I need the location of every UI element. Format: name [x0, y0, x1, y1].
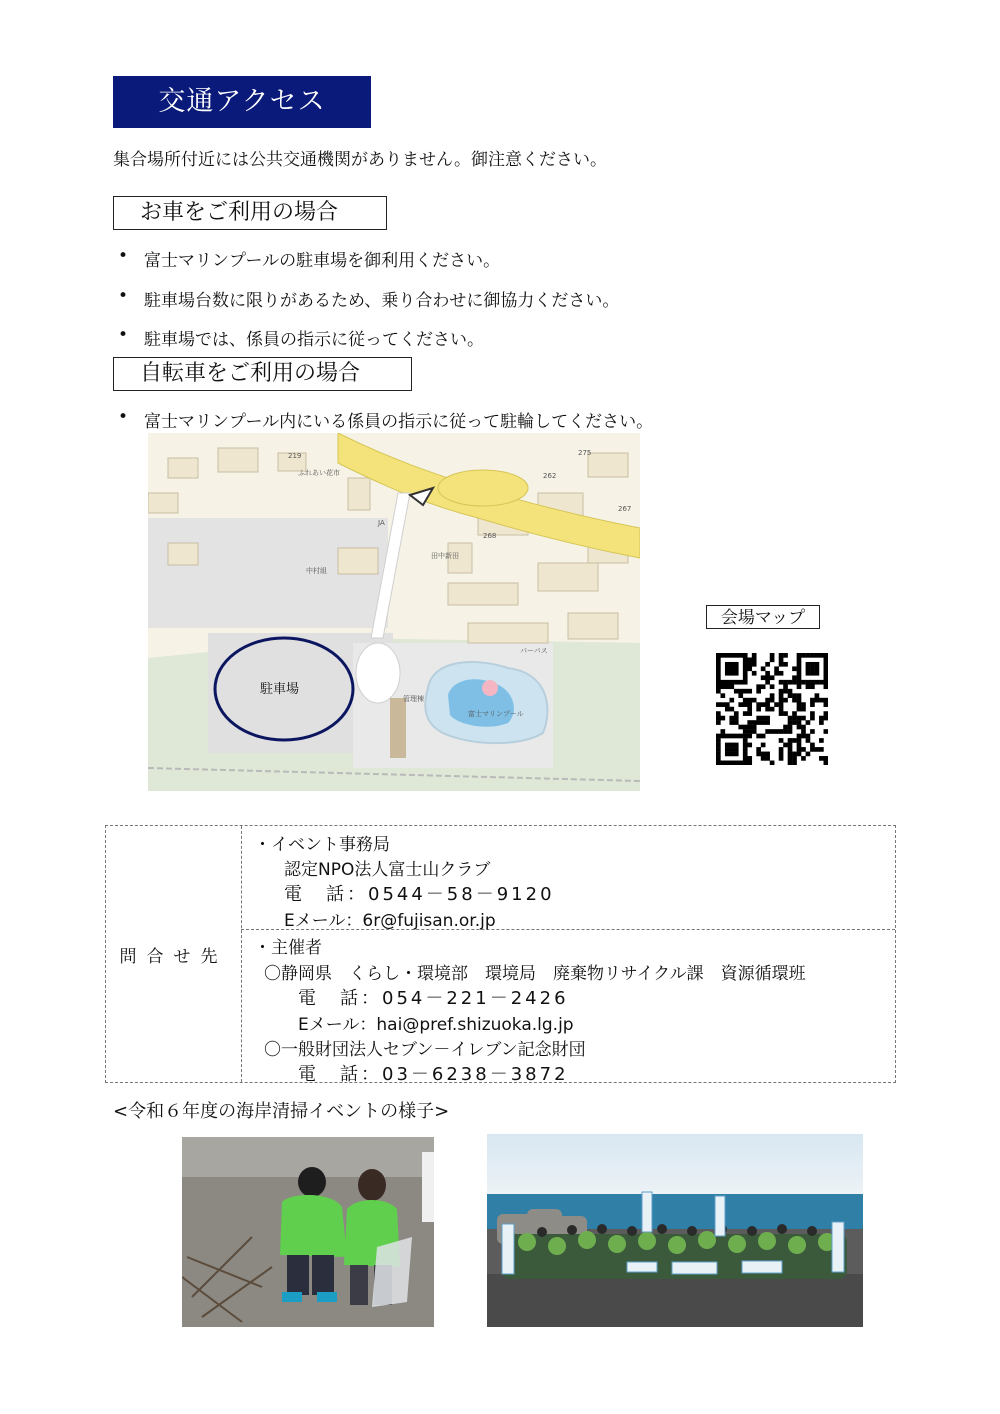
map-label-tanaka: 田中新田 [431, 552, 459, 560]
map-label-fureai: ふれあい花市 [298, 469, 340, 477]
map-label-275: 275 [578, 449, 592, 457]
photo-group-beach-graphic [487, 1134, 863, 1327]
map-label-267: 267 [618, 505, 632, 513]
notice-text: 集合場所付近には公共交通機関がありません。御注意ください。 [113, 150, 608, 170]
office-tel: 電 話：0544－58－9120 [284, 884, 555, 905]
qr-code-graphic [716, 653, 828, 765]
organizer-1: 〇静岡県 くらし・環境部 環境局 廃棄物リサイクル課 資源循環班 [264, 964, 806, 984]
parking-label: 駐車場 [260, 682, 300, 697]
car-heading: お車をご利用の場合 [113, 196, 387, 230]
office-title: ・イベント事務局 [254, 835, 390, 855]
map-label-nakamura: 中村組 [306, 567, 327, 575]
map-label-pool: 富士マリンプール [468, 710, 524, 718]
car-item-2: • 駐車場台数に限りがあるため、乗り合わせに御協力ください。 [144, 286, 619, 311]
car-item-3: • 駐車場では、係員の指示に従ってください。 [144, 325, 484, 350]
access-map-graphic [148, 433, 640, 791]
contact-box [105, 825, 896, 1083]
organizer-1-email: Eメール：hai@pref.shizuoka.lg.jp [298, 1015, 574, 1035]
office-email: Eメール：6r@fujisan.or.jp [284, 911, 496, 931]
photo-group-beach [487, 1134, 863, 1327]
map-label-268: 268 [483, 532, 497, 540]
map-label-262: 262 [543, 472, 557, 480]
organizers-title: ・主催者 [254, 938, 322, 958]
bike-heading: 自転車をご利用の場合 [113, 357, 412, 391]
map-label-kanri: 管理棟 [403, 695, 424, 703]
organizer-1-tel: 電 話：054－221－2426 [298, 988, 569, 1009]
contact-label: 問合せ先 [106, 826, 242, 1082]
photo-caption: <令和６年度の海岸清掃イベントの様子> [113, 1101, 450, 1122]
bike-item-1: • 富士マリンプール内にいる係員の指示に従って駐輪してください。 [144, 407, 653, 432]
access-map [148, 433, 640, 791]
organizer-2: 〇一般財団法人セブン－イレブン記念財団 [264, 1040, 586, 1060]
map-label-219: 219 [288, 452, 302, 460]
photo-cleanup-volunteers-graphic [182, 1137, 434, 1327]
car-item-1: • 富士マリンプールの駐車場を御利用ください。 [144, 246, 500, 271]
qr-code[interactable] [716, 653, 828, 765]
photo-cleanup-volunteers [182, 1137, 434, 1327]
map-label-ja: JA [378, 519, 385, 527]
map-label-parpus: パーパス [520, 647, 548, 655]
section-title: 交通アクセス [113, 76, 371, 128]
venue-map-label: 会場マップ [706, 605, 820, 629]
organizer-2-tel: 電 話：03－6238－3872 [298, 1064, 569, 1085]
office-org: 認定NPO法人富士山クラブ [284, 860, 491, 880]
